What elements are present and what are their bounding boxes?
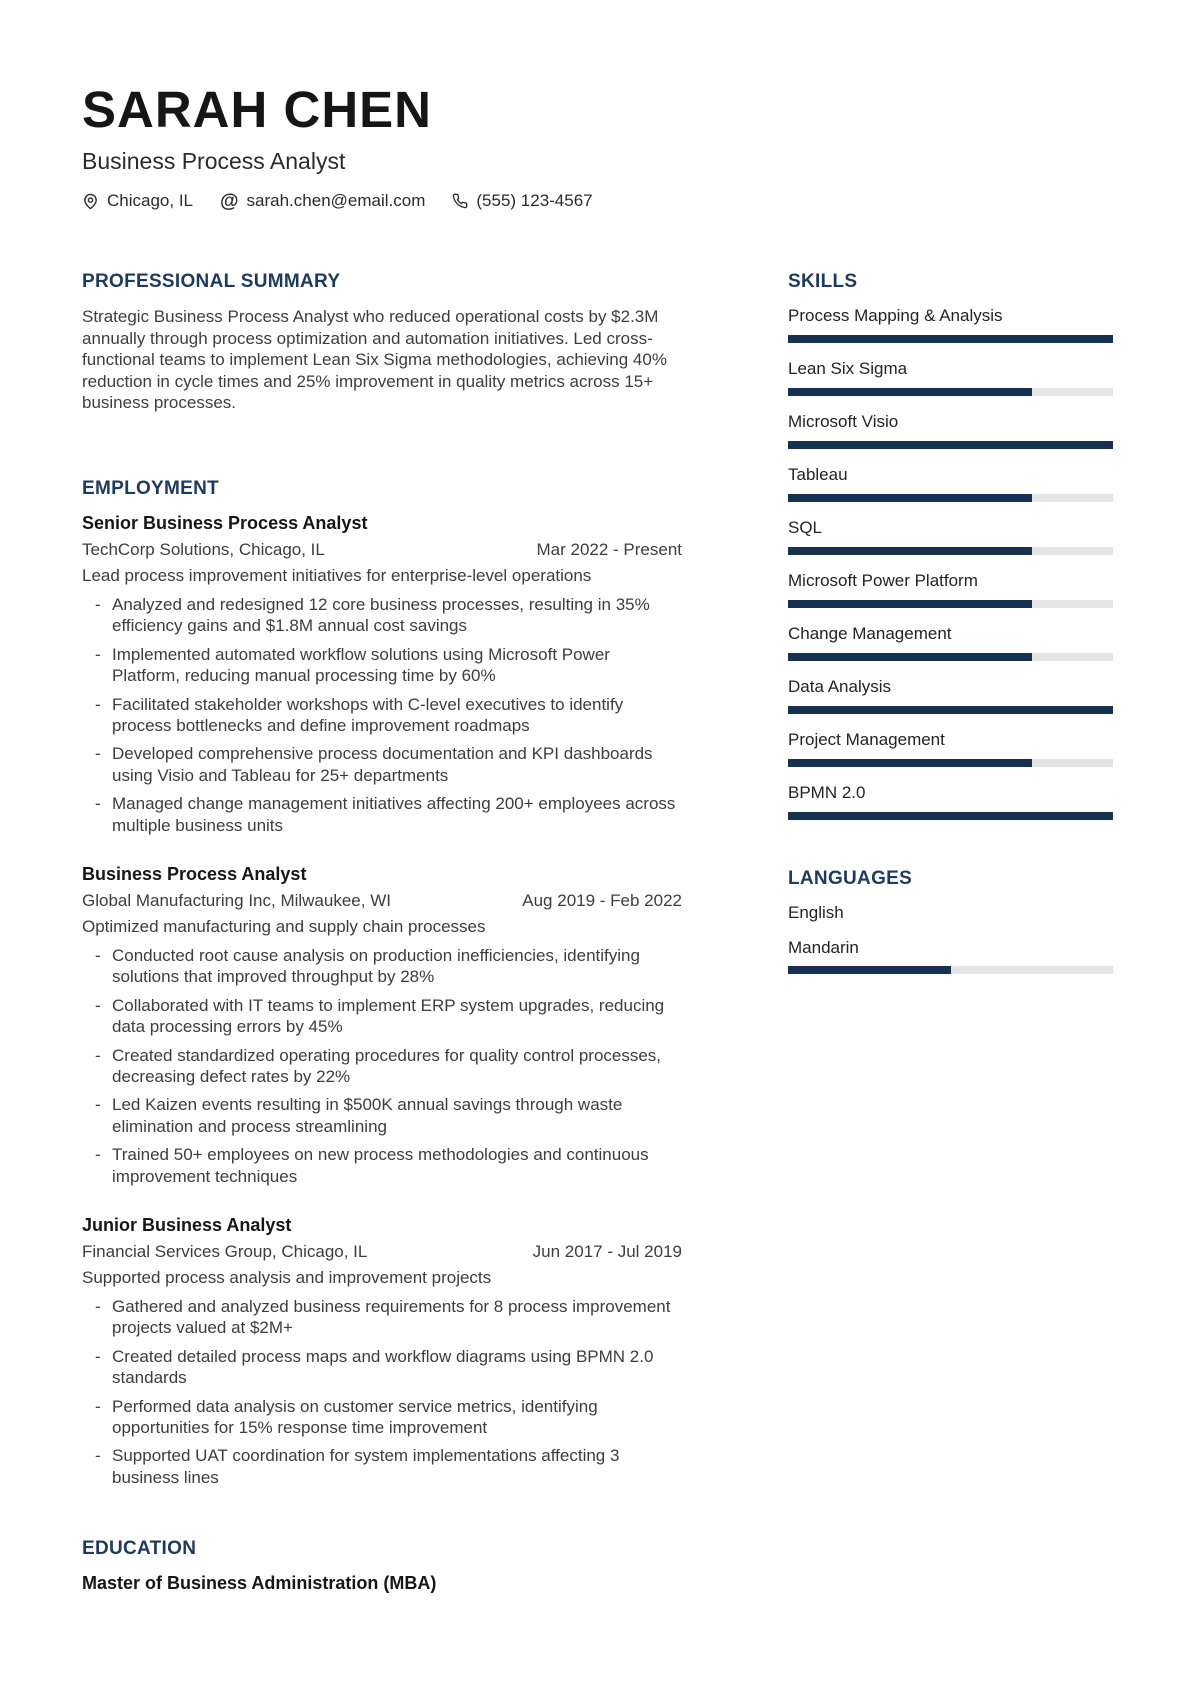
skill-item-bar-track [788, 388, 1113, 396]
bullet-item [82, 644, 682, 687]
bullet-text: Gathered and analyzed business requirements for 8 process improvement projects valued at $2M+ [112, 1297, 671, 1338]
candidate-title: Business Process Analyst [82, 148, 346, 174]
bullet-item [82, 1094, 682, 1137]
location-pin-icon [82, 193, 99, 210]
bullet-dash: - [95, 694, 101, 714]
bullet-text: Analyzed and redesigned 12 core business processes, resulting in 35% efficiency gains and $1.8M annual cost savings [112, 594, 650, 636]
side-column [788, 271, 1113, 1594]
skill-item [788, 571, 1113, 608]
skill-item [788, 624, 1113, 661]
language-item-label: Mandarin [788, 938, 859, 957]
skill-item-bar-track [788, 706, 1113, 714]
skill-item-bar-track [788, 812, 1113, 820]
bullet-dash: - [95, 945, 101, 965]
job-dates: Mar 2022 - Present [536, 539, 682, 559]
skill-item [788, 306, 1113, 343]
contact-location [82, 191, 193, 211]
bullet-text: Conducted root cause analysis on production inefficiencies, identifying solutions that improved throughput by 28% [112, 945, 640, 987]
contact-location-text: Chicago, IL [107, 191, 193, 210]
content-columns [82, 271, 1113, 1594]
skill-item [788, 730, 1113, 767]
skill-item-bar-fill [788, 706, 1113, 714]
bullet-dash: - [95, 1095, 101, 1115]
skill-item-label: Microsoft Visio [788, 412, 899, 431]
bullet-text: Collaborated with IT teams to implement ERP system upgrades, reducing data processing errors by 45% [112, 995, 665, 1037]
bullet-item [82, 1346, 682, 1389]
professional-summary-section [82, 271, 682, 414]
skill-item [788, 465, 1113, 502]
job-bullets [82, 945, 682, 1187]
skill-item-bar-fill [788, 441, 1113, 449]
bullet-dash: - [95, 1446, 101, 1466]
contact-phone-text: (555) 123-4567 [476, 191, 593, 210]
bullet-text: Performed data analysis on customer service metrics, identifying opportunities for 15% response time improvement [112, 1396, 598, 1438]
bullet-text: Created detailed process maps and workflow diagrams using BPMN 2.0 standards [112, 1346, 654, 1388]
skill-item [788, 518, 1113, 555]
skill-item-bar-track [788, 494, 1113, 502]
skills-section [788, 271, 1113, 820]
job-meta [82, 891, 682, 911]
bullet-text: Trained 50+ employees on new process methodologies and continuous improvement techniques [112, 1145, 649, 1186]
skill-item-bar-fill [788, 547, 1032, 555]
main-column [82, 271, 682, 1594]
skills-heading: SKILLS [788, 271, 858, 292]
language-list [788, 903, 1113, 974]
job-title: Business Process Analyst [82, 863, 307, 884]
contact-email-text: sarah.chen@email.com [246, 191, 426, 210]
contact-email [220, 191, 425, 211]
skill-list [788, 306, 1113, 820]
education-heading: EDUCATION [82, 1538, 197, 1560]
job-entry [82, 513, 682, 836]
skill-item-bar-track [788, 600, 1113, 608]
skill-item-bar-fill [788, 812, 1113, 820]
skill-item-label: BPMN 2.0 [788, 783, 866, 802]
language-item [788, 938, 1113, 974]
bullet-dash: - [95, 594, 101, 614]
bullet-dash: - [95, 644, 101, 664]
at-sign-icon: @ [220, 190, 239, 212]
job-bullets [82, 1296, 682, 1488]
degree-name: Master of Business Administration (MBA) [82, 1573, 437, 1594]
language-item-label: English [788, 903, 844, 922]
bullet-item [82, 1045, 682, 1088]
skill-item-bar-track [788, 653, 1113, 661]
bullet-text: Led Kaizen events resulting in $500K annual savings through waste elimination and process streamlining [112, 1095, 623, 1136]
bullet-dash: - [95, 1297, 101, 1317]
skill-item-label: Data Analysis [788, 677, 891, 696]
summary-heading: PROFESSIONAL SUMMARY [82, 271, 341, 292]
skill-item-label: Tableau [788, 465, 848, 484]
language-item [788, 903, 1113, 923]
skill-item [788, 677, 1113, 714]
skill-item-bar-track [788, 335, 1113, 343]
skill-item-label: Microsoft Power Platform [788, 571, 978, 590]
bullet-dash: - [95, 794, 101, 814]
bullet-text: Supported UAT coordination for system implementations affecting 3 business lines [112, 1446, 620, 1487]
skill-item [788, 783, 1113, 820]
contact-phone [452, 191, 592, 211]
bullet-item [82, 1445, 682, 1488]
bullet-dash: - [95, 1396, 101, 1416]
contact-row [82, 191, 1113, 211]
employment-section [82, 478, 682, 1488]
bullet-item [82, 1396, 682, 1439]
skill-item-bar-fill [788, 494, 1032, 502]
summary-text: Strategic Business Process Analyst who reduced operational costs by $2.3M annually through process optimization and automation initiatives. Led cross-functional teams to implement Lean Six Sigma methodologies, achieving 40% reduction in cycle times and 25% improvement in quality metrics across 15+ business processes. [82, 307, 667, 413]
skill-item [788, 412, 1113, 449]
languages-heading: LANGUAGES [788, 868, 913, 889]
skill-item-bar-track [788, 547, 1113, 555]
job-lead: Lead process improvement initiatives for enterprise-level operations [82, 565, 592, 585]
skill-item-label: Project Management [788, 730, 945, 749]
bullet-item [82, 1144, 682, 1187]
employment-heading: EMPLOYMENT [82, 477, 220, 499]
education-section [82, 1538, 682, 1594]
job-lead: Optimized manufacturing and supply chain processes [82, 916, 486, 936]
skill-item-bar-fill [788, 653, 1032, 661]
skill-item-bar-fill [788, 759, 1032, 767]
job-company: Global Manufacturing Inc, Milwaukee, WI [82, 890, 391, 910]
phone-icon [452, 193, 468, 209]
job-dates: Jun 2017 - Jul 2019 [532, 1242, 682, 1262]
skill-item-bar-track [788, 759, 1113, 767]
skill-item-bar-fill [788, 388, 1032, 396]
bullet-text: Facilitated stakeholder workshops with C-level executives to identify process bottlenecks and define improvement roadmaps [112, 694, 624, 735]
job-company: Financial Services Group, Chicago, IL [82, 1242, 368, 1262]
job-company: TechCorp Solutions, Chicago, IL [82, 539, 325, 559]
bullet-item [82, 743, 682, 786]
bullet-item [82, 995, 682, 1038]
bullet-dash: - [95, 744, 101, 764]
job-entry [82, 1215, 682, 1488]
bullet-text: Created standardized operating procedures for quality control processes, decreasing defect rates by 22% [112, 1045, 662, 1086]
job-dates: Aug 2019 - Feb 2022 [522, 890, 682, 910]
skill-item-bar-track [788, 441, 1113, 449]
job-meta [82, 540, 682, 560]
bullet-item [82, 594, 682, 637]
skill-item-label: Lean Six Sigma [788, 359, 908, 378]
candidate-name: SARAH CHEN [82, 81, 433, 138]
bullet-item [82, 1296, 682, 1339]
job-title: Senior Business Process Analyst [82, 512, 368, 533]
bullet-text: Implemented automated workflow solutions using Microsoft Power Platform, reducing manual processing time by 60% [112, 644, 610, 686]
bullet-text: Developed comprehensive process documentation and KPI dashboards using Visio and Tableau for 25+ departments [112, 744, 653, 785]
bullet-item [82, 945, 682, 988]
languages-section [788, 868, 1113, 974]
skill-item-bar-fill [788, 600, 1032, 608]
bullet-item [82, 793, 682, 836]
job-entry [82, 864, 682, 1187]
bullet-dash: - [95, 1145, 101, 1165]
bullet-item [82, 694, 682, 737]
job-lead: Supported process analysis and improvement projects [82, 1268, 492, 1288]
skill-item-label: Process Mapping & Analysis [788, 306, 1003, 325]
language-item-bar-track [788, 966, 1113, 974]
skill-item [788, 359, 1113, 396]
skill-item-label: SQL [788, 518, 823, 537]
job-meta [82, 1242, 682, 1262]
bullet-dash: - [95, 1045, 101, 1065]
skill-item-bar-fill [788, 335, 1113, 343]
bullet-dash: - [95, 1346, 101, 1366]
job-list [82, 513, 682, 1488]
bullet-dash: - [95, 995, 101, 1015]
skill-item-label: Change Management [788, 624, 952, 643]
job-bullets [82, 594, 682, 836]
bullet-text: Managed change management initiatives affecting 200+ employees across multiple business units [112, 794, 676, 835]
job-title: Junior Business Analyst [82, 1215, 292, 1236]
language-item-bar-fill [788, 966, 951, 974]
